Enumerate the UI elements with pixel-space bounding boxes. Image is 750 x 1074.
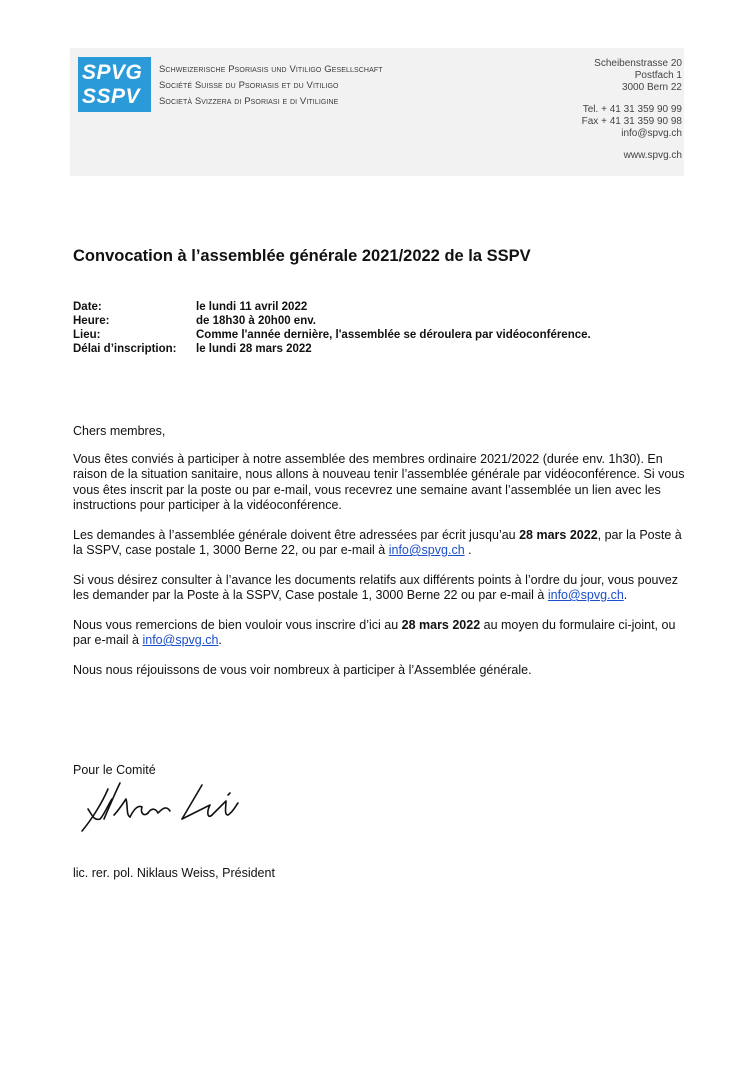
- paragraph-2: [73, 528, 693, 559]
- spvg-logo: [78, 57, 151, 112]
- p2-text-a: Les demandes à l’assemblée générale doivent être adressées par écrit jusqu’au: [73, 527, 520, 542]
- place-value: Comme l'année dernière, l'assemblée se déroulera par vidéoconférence.: [196, 329, 591, 341]
- paragraph-5: Nous nous réjouissons de vous voir nombreux à participer à l’Assemblée générale.: [73, 662, 532, 677]
- time-value: de 18h30 à 20h00 env.: [196, 315, 316, 327]
- p4-text-b: au moyen du formulaire ci-joint, ou par e-mail à: [73, 617, 676, 647]
- sender-address: [582, 58, 682, 162]
- detail-row-date: [73, 300, 591, 314]
- address-street: Scheibenstrasse 20: [594, 58, 682, 69]
- date-label: Date:: [73, 301, 102, 313]
- address-email: info@spvg.ch: [621, 128, 682, 139]
- letter-body: [73, 424, 693, 692]
- p4-text-a: Nous vous remercions de bien vouloir vous inscrire d’ici au: [73, 617, 402, 632]
- address-postfach: Postfach 1: [634, 70, 682, 81]
- address-fax: Fax + 41 31 359 90 98: [581, 116, 682, 127]
- greeting: Chers membres,: [73, 424, 166, 438]
- paragraph-1: Vous êtes conviés à participer à notre assemblée des membres ordinaire 2021/2022 (durée env. 1h30). En raison de la situation sanitaire, nous allons à nouveau tenir l’assemblée générale par vidéoconférence. Si vous vous êtes inscrit par la poste ou par e-mail, vous recevrez une semaine avant l’assemblée un lien avec les instructions pour participer à la vidéoconférence.: [73, 451, 685, 512]
- organization-names: [159, 62, 383, 110]
- detail-row-deadline: [73, 342, 591, 356]
- paragraph-3: [73, 573, 693, 604]
- handwritten-signature: [78, 775, 253, 835]
- paragraph-4: [73, 618, 693, 649]
- logo-line-1: SPVG: [82, 61, 143, 84]
- signer-name: lic. rer. pol. Niklaus Weiss, Président: [73, 866, 275, 880]
- address-city: 3000 Bern 22: [621, 82, 682, 93]
- p2-deadline: 28 mars 2022: [519, 527, 598, 542]
- p2-text-b: , par la Poste à la SSPV, case postale 1, 3000 Berne 22, ou par e-mail à: [73, 527, 682, 557]
- deadline-value: le lundi 28 mars 2022: [196, 343, 312, 355]
- p2-text-c: .: [464, 543, 472, 557]
- org-name-fr: Société Suisse du Psoriasis et du Vitiligo: [159, 80, 339, 91]
- deadline-label: Délai d’inscription:: [73, 343, 177, 355]
- org-name-de: Schweizerische Psoriasis und Vitiligo Gesellschaft: [159, 64, 383, 75]
- p3-text-b: .: [623, 588, 628, 602]
- org-name-it: Società Svizzera di Psoriasi e di Vitiligine: [159, 96, 339, 107]
- address-web: www.spvg.ch: [623, 150, 682, 161]
- email-link[interactable]: info@spvg.ch: [142, 633, 219, 647]
- logo-line-2: SSPV: [82, 85, 141, 108]
- address-tel: Tel. + 41 31 359 90 99: [582, 104, 682, 115]
- p4-deadline: 28 mars 2022: [401, 617, 481, 632]
- detail-row-place: [73, 328, 591, 342]
- detail-row-time: [73, 314, 591, 328]
- place-label: Lieu:: [73, 329, 101, 341]
- email-link[interactable]: info@spvg.ch: [547, 588, 624, 602]
- p3-text-a: Si vous désirez consulter à l’avance les documents relatifs aux différents points à l’ordre du jour, vous pouvez les demander par la Poste à la SSPV, Case postale 1, 3000 Berne 22 ou par e-mail à: [73, 572, 678, 602]
- time-label: Heure:: [73, 315, 110, 327]
- meeting-details: [73, 300, 591, 356]
- for-committee-label: Pour le Comité: [73, 763, 156, 777]
- date-value: le lundi 11 avril 2022: [196, 301, 308, 313]
- email-link[interactable]: info@spvg.ch: [388, 543, 465, 557]
- p4-text-c: .: [218, 633, 222, 647]
- document-title: Convocation à l’assemblée générale 2021/2022 de la SSPV: [73, 247, 531, 265]
